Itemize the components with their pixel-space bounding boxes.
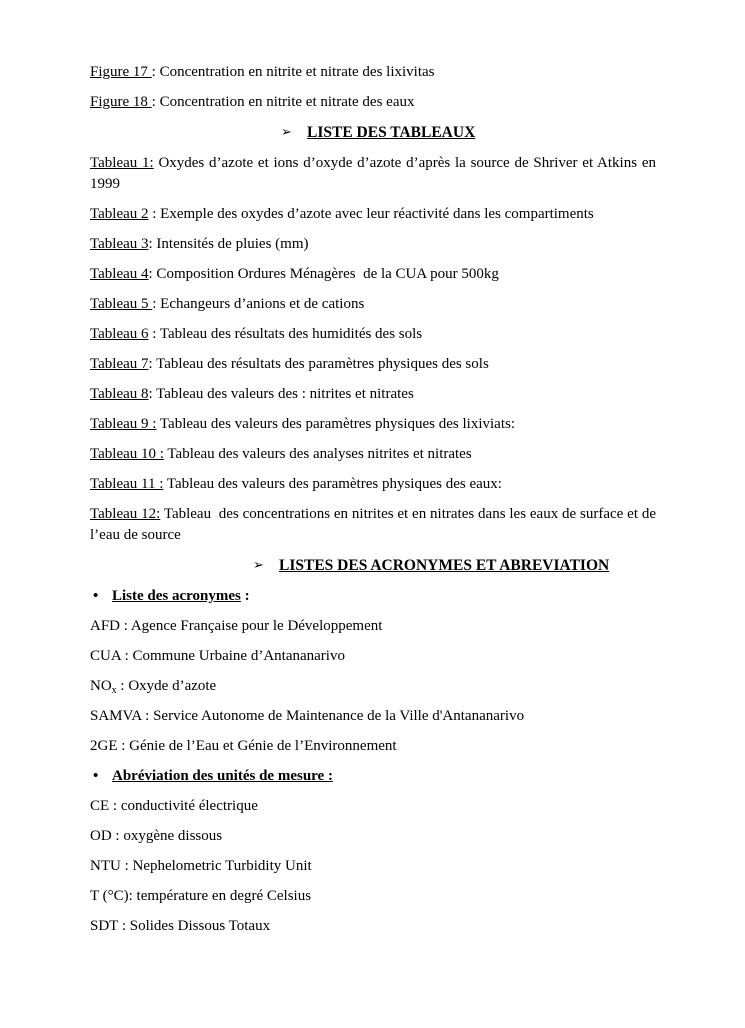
unit-text: OD : oxygène dissous bbox=[90, 828, 223, 844]
section-title: LISTES DES ACRONYMES ET ABREVIATION bbox=[279, 557, 610, 574]
table-label: Tableau 11 : bbox=[90, 476, 164, 492]
acronym-entry bbox=[90, 646, 656, 667]
unit-entry bbox=[90, 856, 656, 877]
bullet-dot-icon: • bbox=[93, 588, 99, 604]
table-label: Tableau 6 bbox=[90, 326, 149, 342]
table-text: : Tableau des valeurs des : nitrites et nitrates bbox=[148, 386, 414, 402]
section-heading-tables bbox=[90, 122, 656, 144]
table-label: Tableau 8 bbox=[90, 386, 149, 402]
subsection-title: Liste des acronymes bbox=[112, 588, 241, 604]
table-label: Tableau 2 bbox=[90, 206, 149, 222]
subsection-units bbox=[90, 766, 656, 787]
acronym-entry bbox=[90, 706, 656, 727]
arrow-bullet-icon: ➢ bbox=[281, 125, 292, 140]
table-entry bbox=[90, 204, 656, 225]
unit-text: T (°C): température en degré Celsius bbox=[90, 888, 312, 904]
unit-entry bbox=[90, 886, 656, 907]
table-text: Tableau des valeurs des paramètres physiques des eaux: bbox=[163, 476, 502, 492]
table-label: Tableau 9 : bbox=[90, 416, 157, 432]
acronym-text: 2GE : Génie de l’Eau et Génie de l’Environnement bbox=[90, 738, 397, 754]
table-label: Tableau 7 bbox=[90, 356, 149, 372]
acronym-text: AFD : Agence Française pour le Développement bbox=[90, 618, 383, 634]
table-label: Tableau 3 bbox=[90, 236, 149, 252]
acronym-entry bbox=[90, 616, 656, 637]
acronym-entry-nox bbox=[90, 676, 656, 697]
table-label: Tableau 10 : bbox=[90, 446, 164, 462]
table-text: Tableau des valeurs des paramètres physiques des lixiviats: bbox=[156, 416, 516, 432]
figure-entry bbox=[90, 92, 656, 113]
table-text: : Tableau des résultats des humidités des sols bbox=[148, 326, 423, 342]
table-text: Tableau des concentrations en nitrites et en nitrates dans les eaux de surface et de l’eau de source bbox=[90, 506, 660, 543]
acronym-entry bbox=[90, 736, 656, 757]
unit-entry bbox=[90, 826, 656, 847]
table-label: Tableau 12: bbox=[90, 506, 161, 522]
unit-entry bbox=[90, 796, 656, 817]
table-entry bbox=[90, 294, 656, 315]
figure-entry bbox=[90, 62, 656, 83]
table-text: Tableau des valeurs des analyses nitrites et nitrates bbox=[163, 446, 472, 462]
table-text: : Echangeurs d’anions et de cations bbox=[152, 296, 365, 312]
table-entry bbox=[90, 384, 656, 405]
unit-entry bbox=[90, 916, 656, 937]
table-entry bbox=[90, 414, 656, 435]
unit-text: CE : conductivité électrique bbox=[90, 798, 258, 814]
subsection-title: Abréviation des unités de mesure : bbox=[112, 768, 333, 784]
acronym-text: SAMVA : Service Autonome de Maintenance de la Ville d'Antananarivo bbox=[90, 708, 525, 724]
section-heading-acronyms bbox=[90, 555, 656, 577]
figure-label: Figure 18 bbox=[90, 94, 152, 110]
subsection-acronyms-list bbox=[90, 586, 656, 607]
subsection-title-suffix: : bbox=[240, 588, 250, 604]
table-entry bbox=[90, 474, 656, 495]
table-entry bbox=[90, 153, 660, 195]
acronym-text: : Oxyde d’azote bbox=[116, 678, 217, 694]
figure-text: : Concentration en nitrite et nitrate des lixivitas bbox=[151, 64, 435, 80]
table-entry bbox=[90, 504, 660, 546]
table-text: : Tableau des résultats des paramètres physiques des sols bbox=[148, 356, 489, 372]
table-entry bbox=[90, 444, 656, 465]
table-text: : Intensités de pluies (mm) bbox=[148, 236, 309, 252]
table-label: Tableau 4 bbox=[90, 266, 149, 282]
table-label: Tableau 5 bbox=[90, 296, 153, 312]
table-text: : Exemple des oxydes d’azote avec leur réactivité dans les compartiments bbox=[148, 206, 594, 222]
subscript-x: x bbox=[111, 685, 117, 696]
section-title: LISTE DES TABLEAUX bbox=[307, 124, 476, 141]
figure-text: : Concentration en nitrite et nitrate des eaux bbox=[151, 94, 415, 110]
bullet-dot-icon: • bbox=[93, 768, 99, 784]
acronym-text: CUA : Commune Urbaine d’Antananarivo bbox=[90, 648, 345, 664]
unit-text: SDT : Solides Dissous Totaux bbox=[90, 918, 271, 934]
arrow-bullet-icon: ➢ bbox=[253, 558, 264, 573]
figure-label: Figure 17 bbox=[90, 64, 152, 80]
acronym-text: NO bbox=[90, 678, 112, 694]
table-label: Tableau 1: bbox=[90, 155, 154, 171]
table-entry bbox=[90, 234, 656, 255]
table-entry bbox=[90, 354, 656, 375]
table-entry bbox=[90, 324, 656, 345]
table-entry bbox=[90, 264, 656, 285]
table-text: Oxydes d’azote et ions d’oxyde d’azote d’après la source de Shriver et Atkins en 1999 bbox=[90, 155, 660, 192]
table-text: : Composition Ordures Ménagères de la CUA pour 500kg bbox=[148, 266, 499, 282]
unit-text: NTU : Nephelometric Turbidity Unit bbox=[90, 858, 312, 874]
